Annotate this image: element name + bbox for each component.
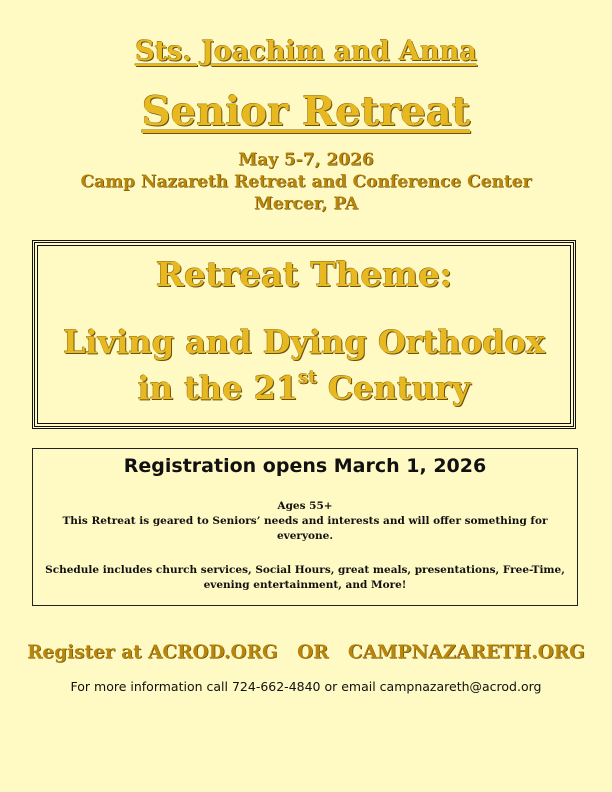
contact-info: For more information call 724-662-4840 or email campnazareth@acrod.org: [70, 679, 542, 694]
theme-title: Retreat Theme:: [155, 255, 453, 295]
event-dates: May 5-7, 2026: [238, 150, 374, 170]
theme-line-2-sup: st: [298, 367, 317, 388]
theme-line-2: [35, 369, 573, 407]
register-line: Register at ACROD.ORG OR CAMPNAZARETH.ORG: [27, 642, 585, 663]
theme-box: [32, 240, 576, 429]
theme-line-1: Living and Dying Orthodox: [63, 323, 545, 361]
registration-heading: Registration opens March 1, 2026: [123, 455, 487, 477]
registration-ages: Ages 55+: [277, 500, 333, 512]
parish-title: Sts. Joachim and Anna: [135, 36, 477, 67]
event-city: Mercer, PA: [253, 194, 359, 214]
registration-box: [32, 448, 578, 606]
theme-line-2-post: Century: [316, 369, 471, 407]
event-venue: Camp Nazareth Retreat and Conference Center: [80, 172, 532, 192]
registration-schedule: Schedule includes church services, Social Hours, great meals, presentations, Free-Time, evening entertainment, and More!: [45, 564, 565, 591]
theme-line-2-pre: in the 21: [137, 369, 299, 407]
registration-description: This Retreat is geared to Seniors’ needs and interests and will offer something for everyone.: [62, 515, 548, 542]
event-title: Senior Retreat: [141, 88, 471, 135]
